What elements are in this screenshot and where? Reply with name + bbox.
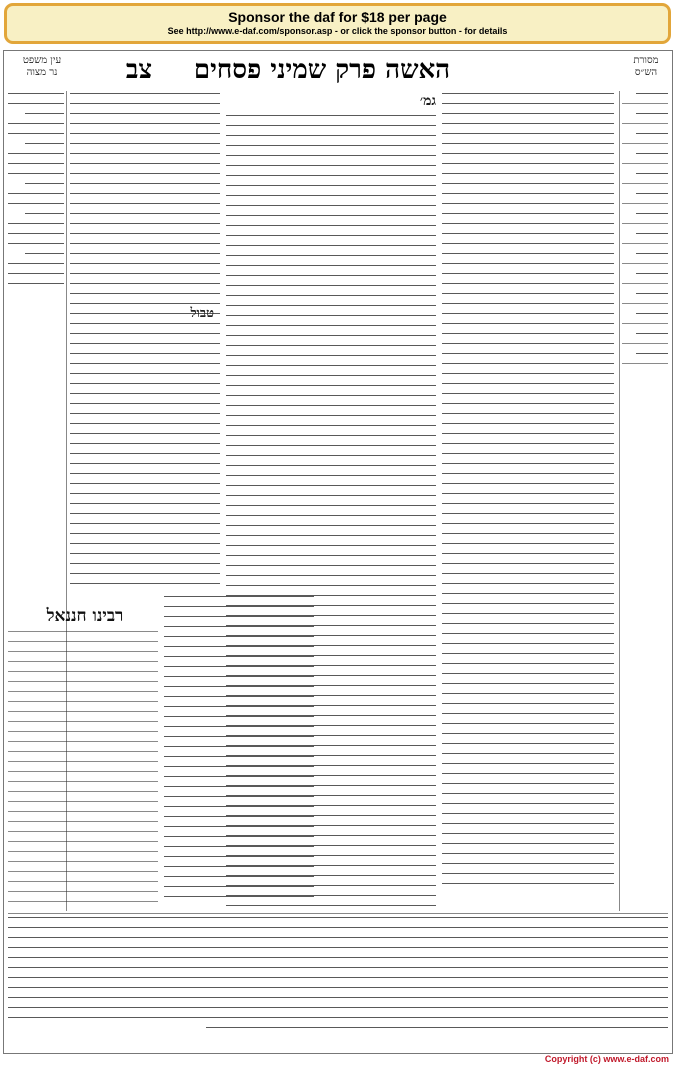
sponsor-title: Sponsor the daf for $18 per page [228, 9, 447, 25]
gemara-column [226, 93, 436, 908]
separator-footer [8, 913, 668, 914]
masoret-hashas-column [622, 93, 668, 908]
daf-number: צב [125, 55, 153, 85]
footer-commentary [8, 917, 668, 1037]
gemara-opening: גמ׳ [419, 93, 436, 109]
masoret-text: מסורת [633, 55, 659, 66]
ein-mishpat-column [8, 93, 64, 593]
ner-mitzvah-text: נר מצוה [26, 67, 58, 78]
tosafot-column-upper [70, 93, 220, 593]
sponsor-banner-button[interactable] [4, 3, 671, 44]
ein-mishpat-label [12, 55, 72, 79]
sponsor-subtitle: See http://www.e-daf.com/sponsor.asp - or click the sponsor button - for details [167, 26, 508, 36]
rabbeinu-chananel-column [8, 631, 158, 911]
perek-heading: האשה פרק שמיני פסחים [193, 55, 451, 85]
tosafot-marker: טבול [190, 306, 214, 321]
masoret-label [626, 55, 666, 79]
rabbeinu-chananel-heading: רבינו חננאל [46, 606, 124, 626]
rashi-column [442, 93, 614, 908]
ein-mishpat-text: עין משפט [22, 55, 62, 66]
hashas-text: הש״ס [634, 67, 658, 78]
separator-right [619, 91, 620, 911]
talmud-page [3, 50, 673, 1054]
copyright-notice: Copyright (c) www.e-daf.com [544, 1054, 669, 1064]
